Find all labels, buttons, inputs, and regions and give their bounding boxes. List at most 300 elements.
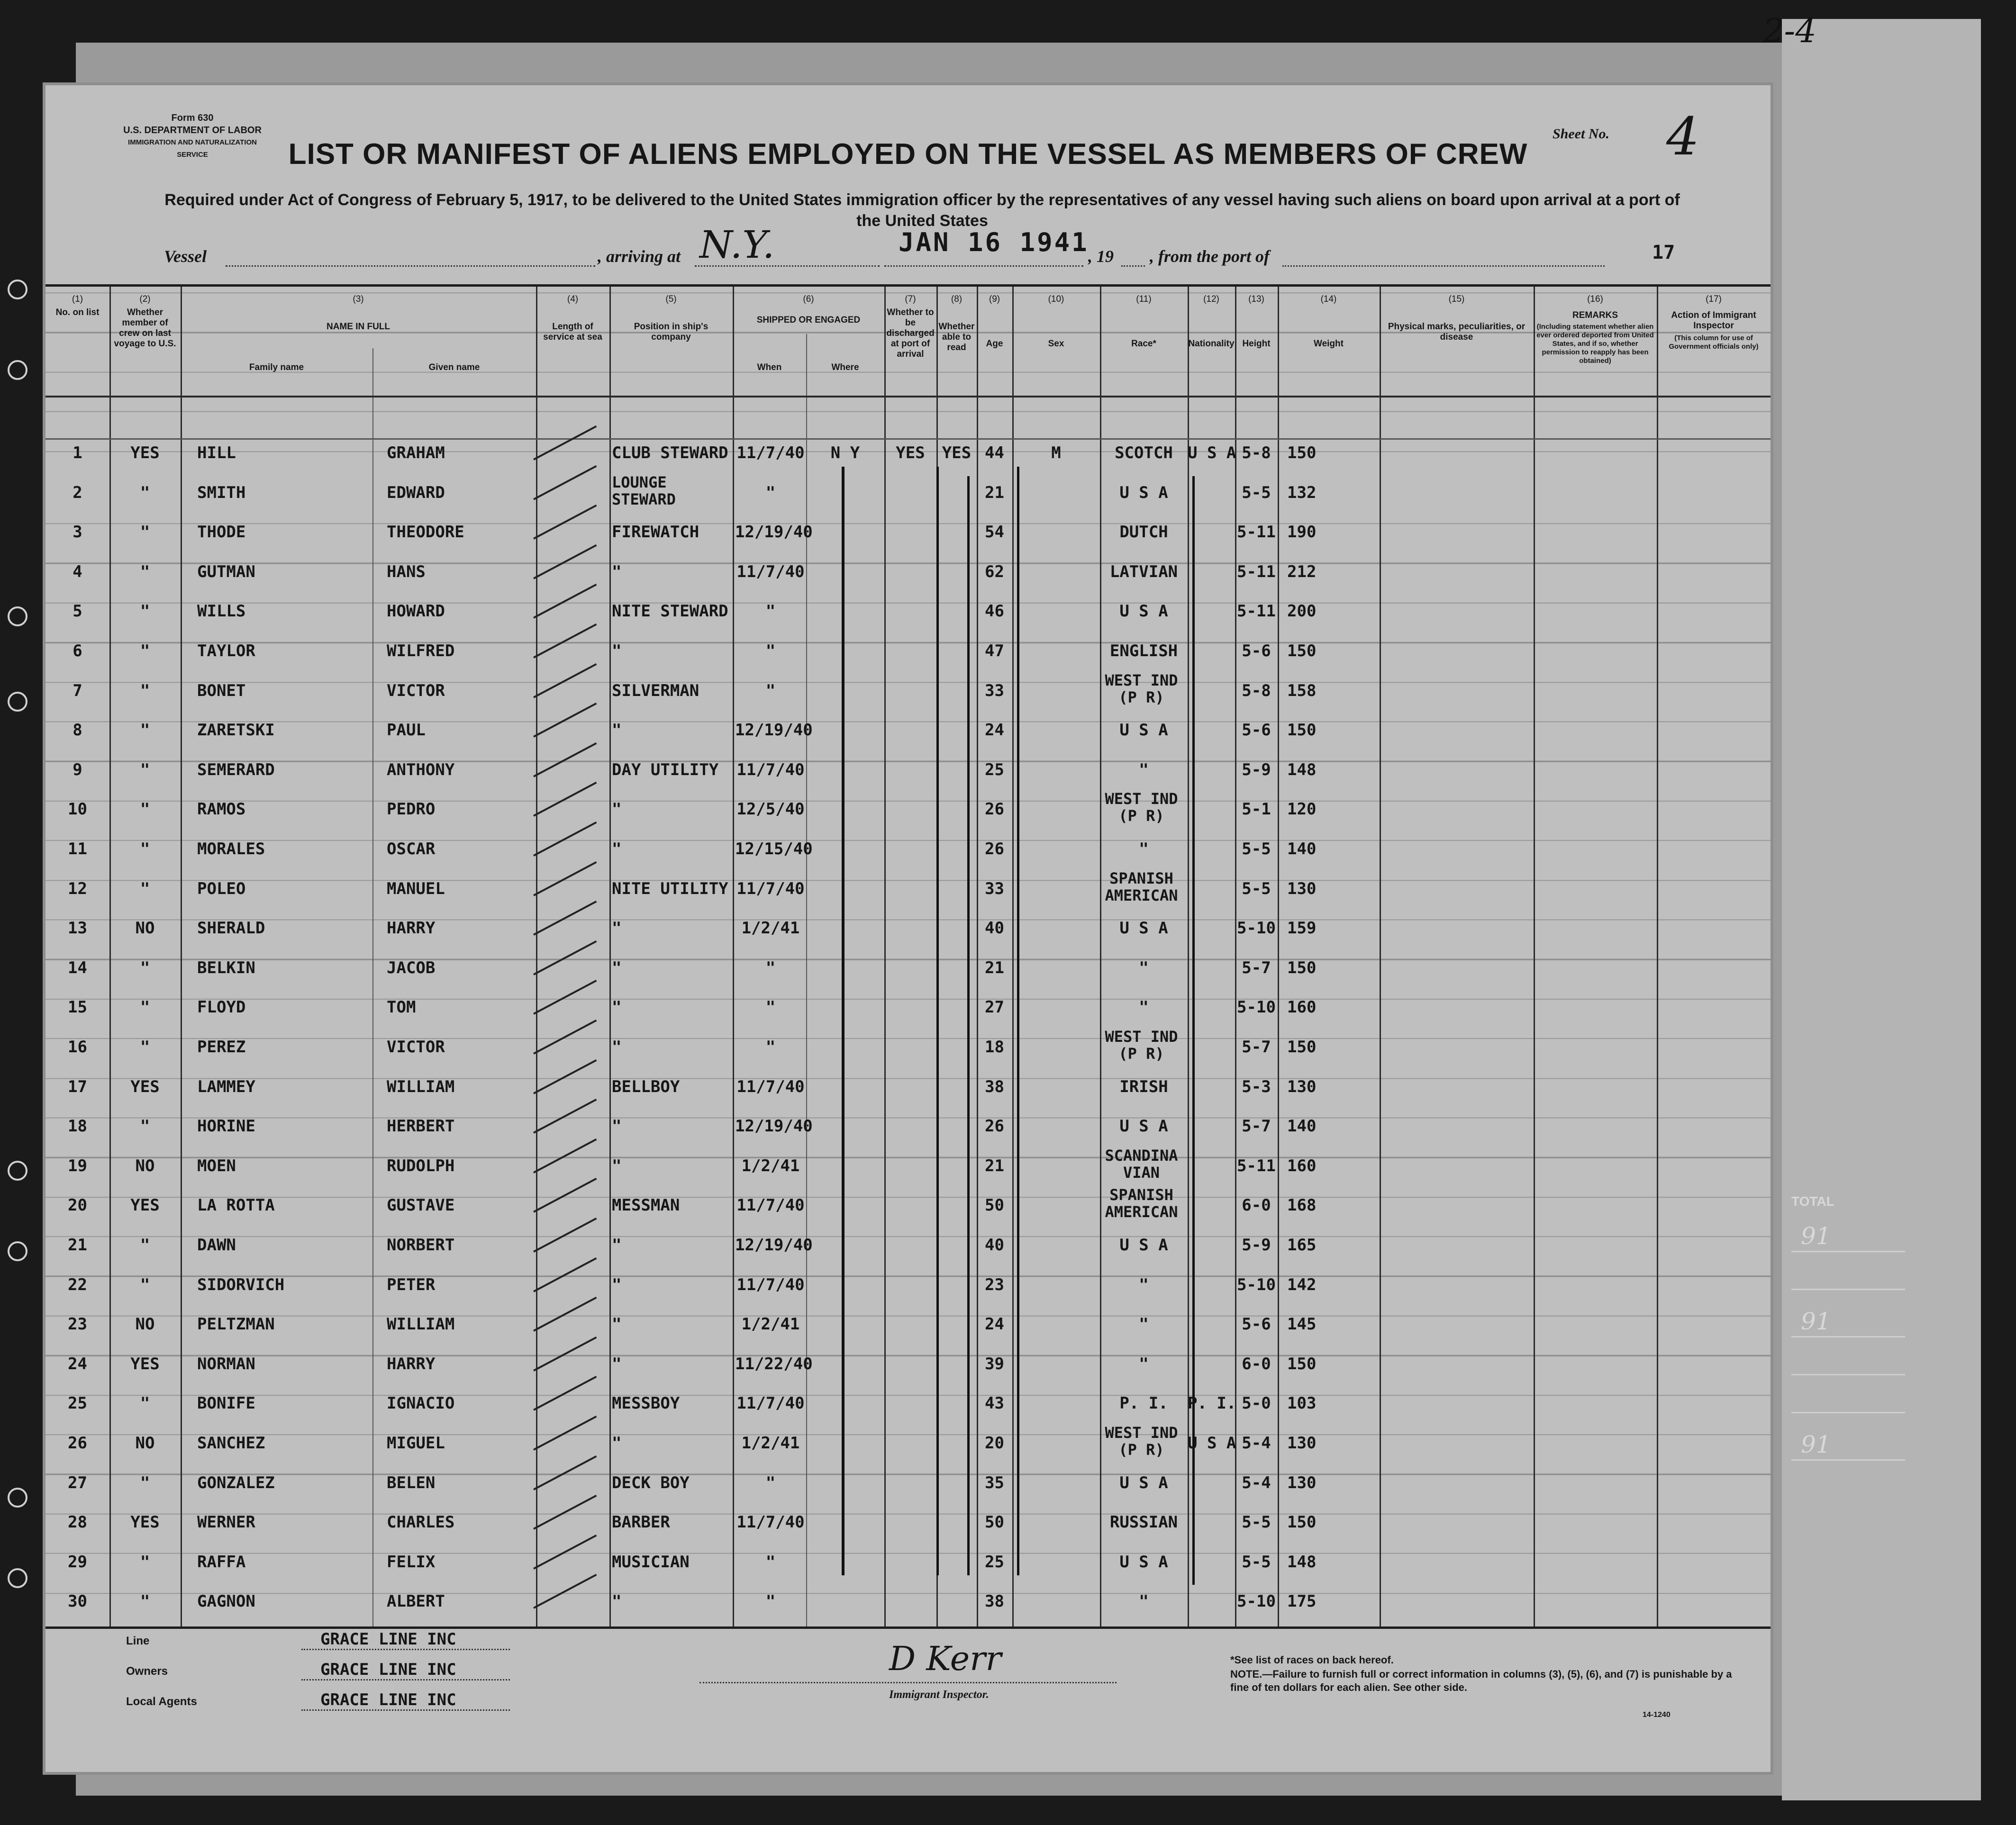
table-row [45,1580,1771,1619]
family-name: MORALES [197,840,265,858]
col-13-label: Height [1242,339,1271,349]
shipped-when: 12/19/40 [735,523,813,542]
shipped-when: " [765,483,776,502]
last-voyage: " [140,1473,150,1492]
shipped-when: " [765,602,776,621]
arriving-field [695,246,880,267]
given-name: BELEN [387,1473,436,1492]
row-number: 30 [68,1592,87,1611]
col-family-label: Family name [249,362,304,372]
race: U S A [1119,919,1168,938]
col-9-num: (9) [989,294,1000,304]
position: NITE UTILITY [612,879,728,898]
race: " [1139,840,1149,858]
race: WEST IND (P R) [1105,790,1178,825]
position: BARBER [612,1513,670,1532]
given-name: RUDOLPH [387,1156,455,1175]
last-voyage: " [140,1117,150,1136]
weight: 168 [1287,1196,1317,1215]
vessel-field [226,246,595,267]
col-16-label: REMARKS [1572,310,1618,320]
height: 6-0 [1242,1196,1271,1215]
position: " [612,1315,622,1334]
family-name: BONIFE [197,1394,255,1413]
row-number: 26 [68,1434,87,1453]
col-17-sublabel: (This column for use of Government officials only) [1669,334,1759,351]
table-row [45,431,1771,471]
position: " [612,800,622,819]
given-name: HANS [387,562,426,581]
race: " [1139,1354,1149,1373]
age: 27 [985,998,1004,1017]
position: " [612,1354,622,1373]
col-10-num: (10) [1048,294,1064,304]
position: " [612,721,622,740]
arriving-port: N.Y. [699,223,775,267]
year-field [1121,246,1145,267]
table-row [45,906,1771,946]
race: U S A [1119,483,1168,502]
race: RUSSIAN [1109,1513,1178,1532]
binder-hole [8,1488,27,1508]
shipped-when: 1/2/41 [741,919,800,938]
given-name: PAUL [387,721,426,740]
position: FIREWATCH [612,523,699,542]
age: 23 [985,1275,1004,1294]
height: 5-11 [1237,523,1276,542]
given-name: PEDRO [387,800,436,819]
family-name: ZARETSKI [197,721,275,740]
position: " [612,958,622,977]
age: 33 [985,879,1004,898]
shipped-when: 11/7/40 [736,1196,805,1215]
shipped-when: " [765,1038,776,1057]
last-voyage: " [140,998,150,1017]
shipped-when: 1/2/41 [741,1315,800,1334]
last-voyage: " [140,721,150,740]
row-number: 6 [73,641,82,660]
col-16-num: (16) [1587,294,1603,304]
race: " [1139,958,1149,977]
last-voyage: NO [135,1156,155,1175]
family-name: WERNER [197,1513,255,1532]
race: WEST IND (P R) [1105,671,1178,706]
shipped-when: " [765,641,776,660]
given-name: FELIX [387,1552,436,1572]
height: 5-8 [1242,443,1271,462]
agents-field [301,1690,510,1711]
given-name: THEODORE [387,523,464,542]
last-voyage: " [140,879,150,898]
row-number: 27 [68,1473,87,1492]
table-row [45,1184,1771,1223]
weight: 145 [1287,1315,1317,1334]
table-row [45,748,1771,788]
age: 40 [985,919,1004,938]
table-row [45,708,1771,748]
last-voyage: " [140,523,150,542]
shipped-when: " [765,958,776,977]
height: 5-5 [1242,1513,1271,1532]
last-voyage: NO [135,1434,155,1453]
last-voyage: YES [130,1354,160,1373]
position: " [612,1117,622,1136]
binder-hole [8,280,27,299]
given-name: ANTHONY [387,760,455,779]
position: " [612,919,622,938]
weight: 140 [1287,1117,1317,1136]
owners-label: Owners [126,1665,168,1678]
age: 21 [985,958,1004,977]
col-3-label: NAME IN FULL [326,322,390,332]
last-voyage: " [140,800,150,819]
row-number: 17 [68,1077,87,1096]
row-number: 12 [68,879,87,898]
height: 5-11 [1237,602,1276,621]
given-name: HOWARD [387,602,445,621]
col-when-label: When [757,362,782,372]
family-name: SIDORVICH [197,1275,285,1294]
race: IRISH [1119,1077,1168,1096]
age: 24 [985,721,1004,740]
table-row [45,1104,1771,1144]
height: 5-3 [1242,1077,1271,1096]
height: 5-10 [1237,1275,1276,1294]
last-voyage: " [140,840,150,858]
given-name: HERBERT [387,1117,455,1136]
position: " [612,1236,622,1255]
last-voyage: YES [130,1196,160,1215]
binder-hole [8,1241,27,1261]
family-name: RAFFA [197,1552,246,1572]
weight: 132 [1287,483,1317,502]
weight: 150 [1287,1354,1317,1373]
row-number: 25 [68,1394,87,1413]
last-voyage: " [140,1552,150,1572]
age: 40 [985,1236,1004,1255]
family-name: GAGNON [197,1592,255,1611]
col-12-num: (12) [1203,294,1219,304]
col-4-label: Length of service at sea [543,322,602,342]
family-name: GUTMAN [197,562,255,581]
inspector-label: Immigrant Inspector. [889,1689,989,1701]
position: " [612,1275,622,1294]
position: " [612,562,622,581]
last-voyage: " [140,1236,150,1255]
height: 5-9 [1242,1236,1271,1255]
row-number: 21 [68,1236,87,1255]
table-row [45,946,1771,986]
height: 5-5 [1242,840,1271,858]
given-name: VICTOR [387,1038,445,1057]
shipped-when: 1/2/41 [741,1156,800,1175]
row-number: 7 [73,681,82,700]
position: CLUB STEWARD [612,443,728,462]
race: ENGLISH [1109,641,1178,660]
service: IMMIGRATION AND NATURALIZATION SERVICE [128,138,257,159]
given-name: IGNACIO [387,1394,455,1413]
shipped-when: " [765,1592,776,1611]
family-name: LA ROTTA [197,1196,275,1215]
weight: 130 [1287,1077,1317,1096]
family-name: WILLS [197,602,246,621]
family-name: BELKIN [197,958,255,977]
weight: 130 [1287,879,1317,898]
shipped-when: 12/5/40 [736,800,805,819]
col-where-label: Where [831,362,859,372]
corner-note: 2-4 [1763,11,1816,50]
nationality: U S A [1188,1434,1236,1453]
binder-hole [8,692,27,712]
row-number: 20 [68,1196,87,1215]
position: NITE STEWARD [612,602,728,621]
row-number: 18 [68,1117,87,1136]
age: 62 [985,562,1004,581]
col-6-label: SHIPPED OR ENGAGED [756,315,861,325]
age: 35 [985,1473,1004,1492]
family-name: SMITH [197,483,246,502]
table-row [45,985,1771,1025]
age: 46 [985,602,1004,621]
position: DAY UTILITY [612,760,719,779]
height: 5-7 [1242,1117,1271,1136]
row-number: 10 [68,800,87,819]
sheet-number: 4 [1666,106,1699,167]
race: U S A [1119,1473,1168,1492]
weight: 142 [1287,1275,1317,1294]
manifest-footer [45,1630,1771,1772]
family-name: TAYLOR [197,641,255,660]
row-number: 3 [73,523,82,542]
given-name: PETER [387,1275,436,1294]
position: " [612,840,622,858]
race: " [1139,1275,1149,1294]
race: WEST IND (P R) [1105,1028,1178,1063]
family-name: THODE [197,523,246,542]
weight: 150 [1287,1038,1317,1057]
col-11-label: Race* [1131,339,1156,349]
table-row [45,589,1771,629]
col-17-num: (17) [1706,294,1722,304]
given-name: ALBERT [387,1592,445,1611]
given-name: HARRY [387,1354,436,1373]
age: 50 [985,1196,1004,1215]
height: 5-9 [1242,760,1271,779]
race: U S A [1119,602,1168,621]
age: 20 [985,1434,1004,1453]
position: MESSMAN [612,1196,680,1215]
arriving-label: , arriving at [598,247,681,266]
shipped-when: 12/15/40 [735,840,813,858]
given-name: WILLIAM [387,1315,455,1334]
col-3-num: (3) [353,294,364,304]
height: 5-5 [1242,879,1271,898]
given-name: EDWARD [387,483,445,502]
table-row [45,1263,1771,1303]
position: MUSICIAN [612,1552,690,1572]
shipped-when: 12/19/40 [735,1117,813,1136]
races-note: *See list of races on back hereof. [1230,1654,1394,1666]
col-given-label: Given name [428,362,480,372]
weight: 140 [1287,840,1317,858]
col-1-num: (1) [72,294,83,304]
weight: 148 [1287,1552,1317,1572]
race: SCOTCH [1115,443,1173,462]
last-voyage: " [140,562,150,581]
weight: 160 [1287,1156,1317,1175]
year-label: , 19 [1088,247,1114,266]
tally-value: 91 [1801,1222,1831,1250]
family-name: SANCHEZ [197,1434,265,1453]
family-name: BONET [197,681,246,700]
given-name: OSCAR [387,840,436,858]
given-name: CHARLES [387,1513,455,1532]
age: 38 [985,1592,1004,1611]
nationality: P. I. [1188,1394,1236,1413]
to-be-discharged: YES [896,443,925,462]
col-2-num: (2) [139,294,151,304]
row-number: 11 [68,840,87,858]
given-name: WILLIAM [387,1077,455,1096]
age: 38 [985,1077,1004,1096]
height: 5-6 [1242,641,1271,660]
weight: 175 [1287,1592,1317,1611]
table-row [45,1144,1771,1184]
tally-value: 91 [1801,1431,1831,1458]
vessel-label: Vessel [164,247,207,266]
given-name: NORBERT [387,1236,455,1255]
family-name: SHERALD [197,919,265,938]
family-name: MOEN [197,1156,236,1175]
age: 47 [985,641,1004,660]
given-name: GUSTAVE [387,1196,455,1215]
line-field [301,1630,510,1650]
family-name: PEREZ [197,1038,246,1057]
position: " [612,1156,622,1175]
last-voyage: " [140,1038,150,1057]
given-name: GRAHAM [387,443,445,462]
height: 5-10 [1237,998,1276,1017]
arrival-date-stamp: JAN 16 1941 [899,227,1089,257]
line-value: GRACE LINE INC [320,1630,456,1649]
from-port-field [1282,246,1605,267]
table-row [45,867,1771,907]
race: " [1139,760,1149,779]
race: SCANDINA VIAN [1105,1146,1178,1182]
sex: M [1051,443,1061,462]
row-number: 8 [73,721,82,740]
weight: 158 [1287,681,1317,700]
col-13-num: (13) [1248,294,1264,304]
table-row [45,1342,1771,1382]
trailing-number: 17 [1652,242,1675,263]
row-number: 13 [68,919,87,938]
race: DUTCH [1119,523,1168,542]
col-5-label: Position in ship's company [634,322,708,342]
family-name: NORMAN [197,1354,255,1373]
row-number: 23 [68,1315,87,1334]
age: 21 [985,483,1004,502]
last-voyage: " [140,958,150,977]
col-8-num: (8) [951,294,963,304]
position: " [612,641,622,660]
given-name: TOM [387,998,416,1017]
height: 5-11 [1237,1156,1276,1175]
col-17-label: Action of Immigrant Inspector [1671,310,1756,331]
form-number: Form 630 [171,113,214,123]
race: " [1139,1592,1149,1611]
given-name: MANUEL [387,879,445,898]
weight: 160 [1287,998,1317,1017]
height: 5-10 [1237,919,1276,938]
weight: 130 [1287,1473,1317,1492]
family-name: FLOYD [197,998,246,1017]
family-name: HILL [197,443,236,462]
last-voyage: " [140,681,150,700]
height: 5-7 [1242,958,1271,977]
age: 25 [985,760,1004,779]
table-row [45,1065,1771,1105]
col-4-num: (4) [567,294,579,304]
row-number: 9 [73,760,82,779]
last-voyage: NO [135,919,155,938]
last-voyage: YES [130,1077,160,1096]
service-check-mark [533,425,597,461]
shipped-when: 1/2/41 [741,1434,800,1453]
table-row [45,1302,1771,1342]
weight: 190 [1287,523,1317,542]
age: 18 [985,1038,1004,1057]
row-number: 19 [68,1156,87,1175]
document-subtitle: Required under Act of Congress of February 5, 1917, to be delivered to the United States immigration officer by the representatives of any vessel having such aliens on board upon arrival at a port of the United States [164,191,1680,230]
department: U.S. DEPARTMENT OF LABOR [123,125,262,136]
position: LOUNGE STEWARD [612,473,676,508]
col-10-label: Sex [1048,339,1064,349]
weight: 150 [1287,443,1317,462]
age: 26 [985,840,1004,858]
position: " [612,998,622,1017]
position: BELLBOY [612,1077,680,1096]
family-name: POLEO [197,879,246,898]
weight: 212 [1287,562,1317,581]
binder-hole [8,606,27,626]
table-row [45,1540,1771,1580]
shipped-when: " [765,1473,776,1492]
race: SPANISH AMERICAN [1105,869,1178,904]
last-voyage: NO [135,1315,155,1334]
row-number: 16 [68,1038,87,1057]
shipped-when: 11/7/40 [736,443,805,462]
age: 26 [985,1117,1004,1136]
last-voyage: " [140,1394,150,1413]
last-voyage: " [140,641,150,660]
shipped-when: " [765,1552,776,1572]
table-row [45,471,1771,511]
last-voyage: " [140,760,150,779]
height: 5-11 [1237,562,1276,581]
table-row [45,1382,1771,1421]
col-14-label: Weight [1314,339,1344,349]
family-name: LAMMEY [197,1077,255,1096]
table-row [45,510,1771,550]
shipped-where: N Y [830,443,860,462]
position: " [612,1038,622,1057]
shipped-when: 11/7/40 [736,1394,805,1413]
inspector-signature: D Kerr [889,1639,1002,1678]
shipped-when: 12/19/40 [735,1236,813,1255]
col-7-num: (7) [905,294,916,304]
owners-field [301,1660,510,1680]
